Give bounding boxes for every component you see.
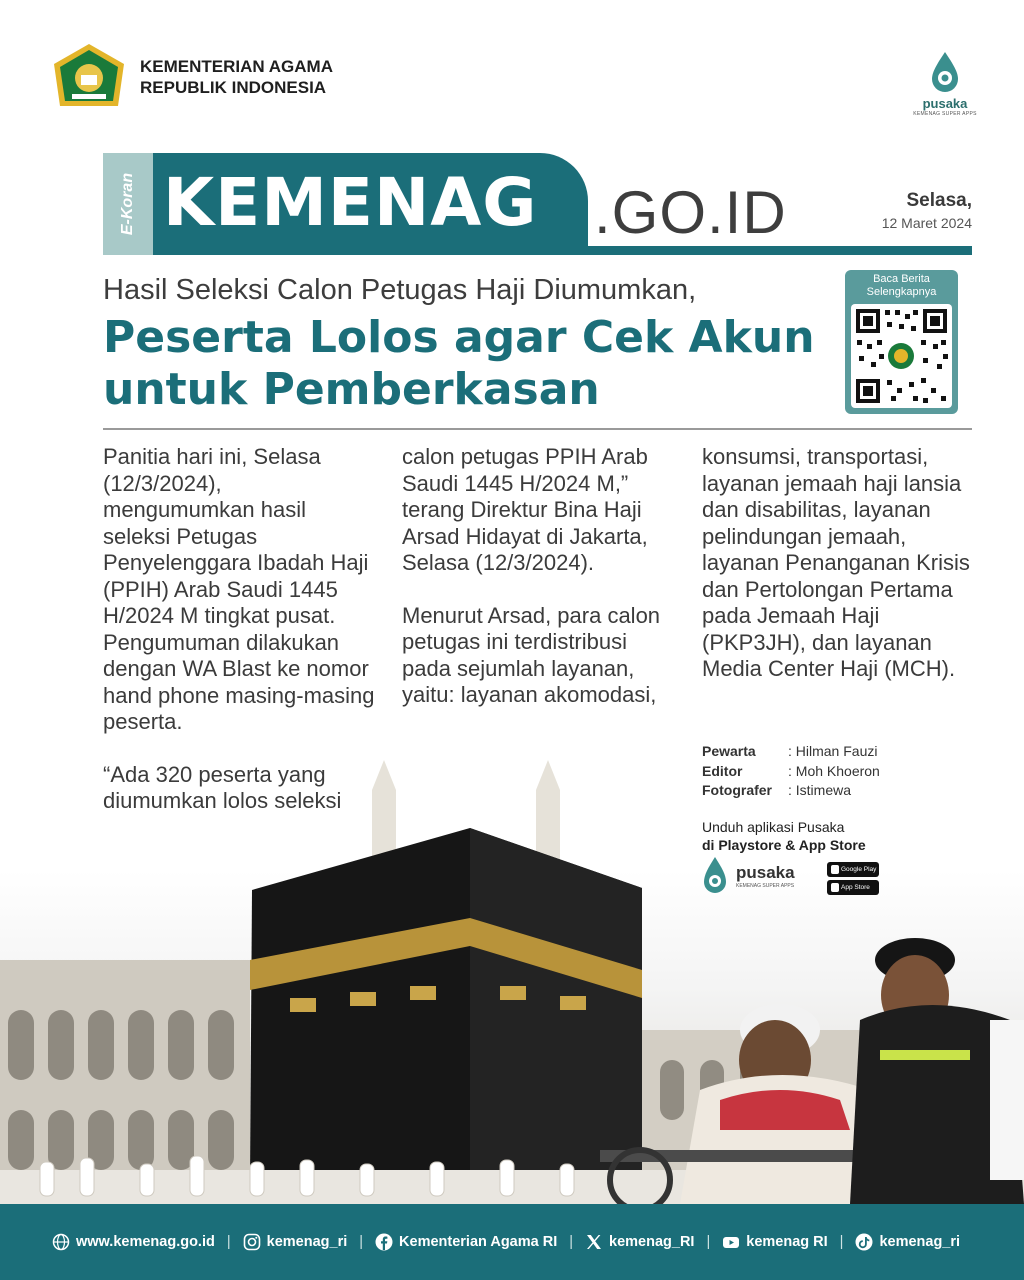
footer-youtube[interactable]	[722, 1233, 827, 1251]
footer-website-text: www.kemenag.go.id	[76, 1234, 215, 1250]
ministry-name-line1: KEMENTERIAN AGAMA	[140, 57, 333, 76]
qr-card[interactable]	[845, 270, 958, 414]
tiktok-icon	[855, 1233, 873, 1251]
download-note	[702, 818, 866, 854]
app-store-badge[interactable]: App Store	[827, 880, 879, 895]
google-play-badge[interactable]: Google Play	[827, 862, 879, 877]
pusaka-app-word: pusaka	[736, 863, 795, 882]
kaaba-photo	[0, 760, 1024, 1204]
footer-separator: |	[569, 1234, 574, 1250]
credit-key: Fotografer	[702, 782, 772, 798]
qr-code-icon[interactable]	[851, 304, 952, 408]
pusaka-app-logo[interactable]	[702, 856, 795, 896]
pusaka-logo	[912, 50, 978, 117]
article-kicker: Hasil Seleksi Calon Petugas Haji Diumumkan,	[103, 274, 697, 306]
footer-facebook-text: Kementerian Agama RI	[399, 1234, 558, 1250]
footer-facebook[interactable]	[375, 1233, 557, 1251]
youtube-icon	[722, 1233, 740, 1251]
kemenag-emblem-icon	[52, 42, 126, 112]
article-column-2	[402, 444, 677, 735]
masthead-underline	[588, 246, 972, 255]
ekoran-tab	[103, 153, 153, 255]
ekoran-label: E-Koran	[119, 172, 136, 236]
x-logo-icon	[585, 1233, 603, 1251]
headline-divider	[103, 428, 972, 430]
col2-paragraph-2: Menurut Arsad, para calon petugas ini terdistribusi pada sejumlah layanan, yaitu: layanan akomodasi,	[402, 602, 661, 707]
edition-day: Selasa,	[906, 190, 972, 211]
article-headline: Peserta Lolos agar Cek Akun untuk Pemberkasan	[103, 312, 815, 415]
footer-instagram-text: kemenag_ri	[266, 1234, 348, 1250]
credit-row	[702, 781, 880, 801]
pusaka-drop-icon	[702, 856, 728, 896]
facebook-icon	[375, 1233, 393, 1251]
credit-value: : Moh Khoeron	[788, 762, 880, 779]
footer-x-text: kemenag_RI	[609, 1234, 695, 1250]
col2-paragraph-1: calon petugas PPIH Arab Saudi 1445 H/2024 M,” terang Direktur Bina Haji Arsad Hidayat di Jakarta, Selasa (12/3/2024).	[402, 444, 648, 575]
credits-block	[702, 742, 880, 801]
footer-instagram[interactable]	[243, 1233, 348, 1251]
credit-key: Pewarta	[702, 743, 756, 759]
ministry-header	[52, 42, 333, 112]
footer-separator: |	[359, 1234, 364, 1250]
footer-bar	[0, 1204, 1024, 1280]
download-line1: Unduh aplikasi Pusaka	[702, 819, 845, 835]
edition-date: 12 Maret 2024	[881, 215, 972, 231]
credit-key: Editor	[702, 762, 743, 779]
globe-icon	[52, 1233, 70, 1251]
download-line2: di Playstore & App Store	[702, 837, 866, 853]
credit-value: : Hilman Fauzi	[788, 743, 878, 759]
qr-label-line1: Baca Berita	[873, 273, 930, 285]
footer-youtube-text: kemenag RI	[746, 1234, 828, 1250]
article-column-3	[702, 444, 977, 709]
instagram-icon	[243, 1233, 261, 1251]
ministry-name-line2: REPUBLIK INDONESIA	[140, 78, 327, 97]
masthead-domain: .GO.ID	[594, 179, 787, 246]
pusaka-drop-icon	[928, 50, 962, 94]
pusaka-logo-sub: KEMENAG SUPER APPS	[913, 111, 977, 117]
footer-website[interactable]	[52, 1233, 215, 1251]
footer-x[interactable]	[585, 1233, 694, 1251]
col1-paragraph-1: Panitia hari ini, Selasa (12/3/2024), mengumumkan hasil seleksi Petugas Penyelenggara Ibadah Haji (PPIH) Arab Saudi 1445 H/2024 M tingkat pusat. Pengumuman dilakukan dengan WA Blast ke nomor hand phone masing-masing peserta.	[103, 444, 375, 734]
footer-separator: |	[839, 1234, 844, 1250]
masthead-title: KEMENAG	[163, 164, 538, 241]
footer-tiktok-text: kemenag_ri	[879, 1234, 961, 1250]
credit-value: : Istimewa	[788, 782, 852, 798]
credit-row	[702, 762, 880, 782]
footer-separator: |	[706, 1234, 711, 1250]
footer-tiktok[interactable]	[855, 1233, 960, 1251]
footer-separator: |	[226, 1234, 231, 1250]
col1-paragraph-2: “Ada 320 peserta yang diumumkan lolos seleksi	[103, 761, 342, 813]
qr-label-line2: Selengkapnya	[866, 286, 937, 298]
col3-paragraph-1: konsumsi, transportasi, layanan jemaah haji lansia dan disabilitas, layanan pelindungan jemaah, layanan Penanganan Krisis dan Pertolongan Pertama pada Jemaah Haji (PKP3JH), dan layanan Media Center Haji (MCH).	[702, 444, 970, 681]
pusaka-app-sub: KEMENAG SUPER APPS	[736, 883, 795, 889]
credit-row	[702, 742, 880, 762]
pusaka-logo-word: pusaka	[922, 96, 968, 111]
